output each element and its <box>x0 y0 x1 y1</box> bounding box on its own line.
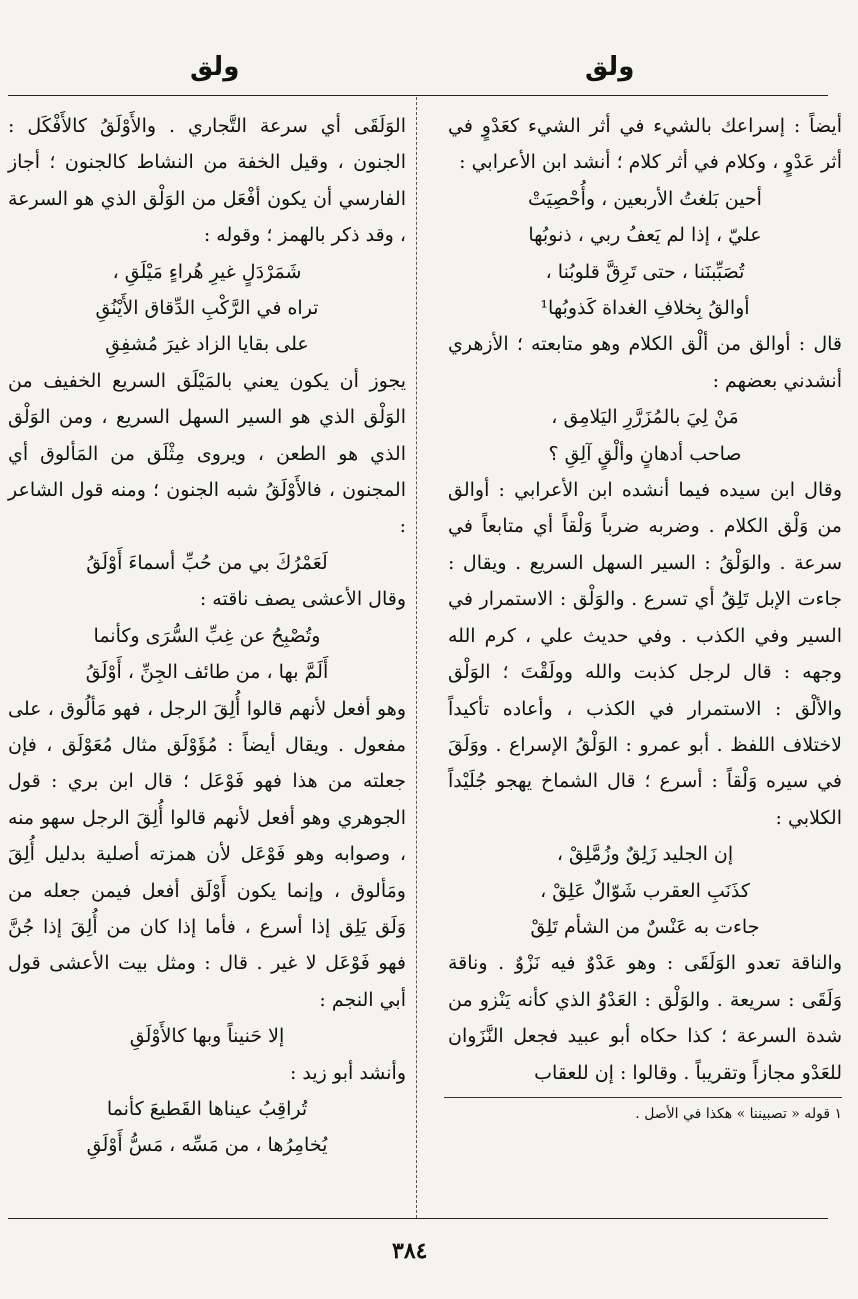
header-keyword-right: ولق <box>585 52 635 82</box>
verse-line: إن الجليد زَلِقٌ وزُمَّلِقْ ، <box>556 843 734 866</box>
verse-line: لَعَمْرُكَ بي من حُبِّ أسماءَ أَوْلَقُ <box>86 551 328 574</box>
footnote-rule <box>444 1097 842 1098</box>
verse-line: جاءت به عَنْسٌ من الشأم تَلِقْ <box>530 915 760 938</box>
verse-block <box>8 1091 406 1164</box>
verse-line: على بقايا الزاد غيرَ مُشفِقِ <box>105 333 309 356</box>
header-keyword-left: ولق <box>190 52 240 82</box>
paragraph: أيضاً : إسراعك بالشيء في أثر الشيء كعَدْوٍ في أثر عَدْوٍ ، وكلام في أثر كلام ؛ أنشد ابن الأعرابي : <box>448 115 842 174</box>
verse-line: إلا حَنيناً وبها كالأَوْلَقِ <box>129 1025 285 1048</box>
footnote: ١ قوله « تصبيننا » هكذا في الأصل . <box>635 1105 842 1122</box>
verse-line: شَمَرْدَلٍ غيرِ هُراءٍ مَيْلَقِ ، <box>112 260 302 283</box>
verse-block <box>448 181 842 327</box>
paragraph: وهو أفعل لأنهم قالوا أُلِقَ الرجل ، فهو مَألُوق ، على مفعول . ويقال أيضاً : مُؤَوْلَق مثال مُعَوْلَق ، فإن جعلته من هذا فهو فَوْعَل ؛ قال ابن بري : قول الجوهري وهو أفعل لأنهم قالوا أُلِقَ الرجل سهو منه ، وصوابه وهو فَوْعَل لأن همزته أصلية بدليل أُلِقَ ومَألوق ، وإنما يكون أَوْلَق أفعل فيمن جعله من وَلَق يَلِق إذا أسرع ، فأما إذا كان من أُلِقَ إذا جُنَّ فهو فَوْعَل لا غير . قال : ومثل بيت الأعشى قول أبي النجم : <box>8 697 406 1011</box>
verse-line: وتُصْبِحُ عن غِبِّ السُّرَى وكأنما <box>93 624 321 647</box>
verse-line: أوالقُ بِخلافِ الغداة كَذوبُها¹ <box>540 297 750 320</box>
paragraph: والناقة تعدو الوَلَقَى : وهو عَدْوٌ فيه نَزْوٌ . وناقة وَلَقَى : سريعة . والوَلْق : العَدْوُ الذي كأنه يَنْزو من شدة السرعة ؛ كذا حكاه أبو عبيد فجعل النَّزَوان للعَدْو مجازاً وتقريباً . وقالوا : إن للعقاب <box>448 952 842 1084</box>
verse-line: عليّ ، إذا لم يَعفُ ربي ، ذنوبُها <box>528 224 762 247</box>
verse-line: مَنْ لِيَ بالمُزَرَّرِ اليَلامِق ، <box>551 406 739 429</box>
paragraph: وأنشد أبو زيد : <box>289 1061 406 1084</box>
bottom-rule <box>8 1218 828 1219</box>
column-divider <box>416 97 417 1218</box>
verse-block <box>8 254 406 363</box>
verse-line: أَلَمَّ بها ، من طائف الجِنِّ ، أَوْلَقُ <box>85 661 329 684</box>
verse-line: تُصَبِّبنَنا ، حتى تَرِقَّ قلوبُنا ، <box>545 260 745 283</box>
paragraph: وقال الأعشى يصف ناقته : <box>199 588 406 611</box>
verse-block <box>8 1018 406 1054</box>
verse-block <box>8 618 406 691</box>
verse-line: كذَنَبِ العقرب شَوّالٌ عَلِقْ ، <box>540 879 750 902</box>
verse-line: تُراقِبُ عيناها القَطيعَ كأنما <box>106 1097 308 1120</box>
right-column <box>448 108 842 1126</box>
verse-line: يُخامِرُها ، من مَسِّه ، مَسُّ أَوْلَقِ <box>86 1134 328 1157</box>
paragraph: قال : أوالق من ألْق الكلام وهو متابعته ؛ الأزهري أنشدني بعضهم : <box>448 333 842 392</box>
verse-line: تراه في الرَّكْبِ الدِّقاق الأَيْنُقِ <box>95 297 319 320</box>
left-column <box>8 108 406 1164</box>
verse-block <box>448 836 842 945</box>
verse-block <box>448 399 842 472</box>
verse-line: أحين بَلغتُ الأربعين ، وأُحْصِيَتْ <box>528 187 762 210</box>
verse-line: صاحب أدهانٍ وألْقٍ آلِقِ ؟ <box>548 442 742 465</box>
paragraph: الوَلَقَى أي سرعة التَّجاري . والأَوْلَقُ كالأَفْكَل : الجنون ، وقيل الخفة من النشاط كالجنون ؛ أجاز الفارسي أن يكون أفْعَل من الوَلْق الذي هو السرعة ، وقد ذكر بالهمز ؛ وقوله : <box>8 115 406 247</box>
top-rule <box>8 95 828 96</box>
verse-block <box>8 545 406 581</box>
page-number: ٣٨٤ <box>392 1238 428 1264</box>
paragraph: وقال ابن سيده فيما أنشده ابن الأعرابي : أوالق من وَلْق الكلام . وضربه ضرباً وَلْقاً أي متابعاً في سرعة . والوَلْقُ : السير السهل السريع . ويقال : جاءت الإبل تَلِقُ أي تسرع . والوَلْق : الاستمرار في السير وفي الكذب . وفي حديث علي ، كرم الله وجهه : قال لرجل كذبت والله وولَقْتَ ؛ الوَلْق والألْق : الاستمرار في الكذب ، وأعاده تأكيداً لاختلاف اللفظ . أبو عمرو : الوَلْقُ الإسراع . ووَلَقَ في سيره وَلْقاً : أسرع ؛ قال الشماخ يهجو جُلَيْداً الكلابي : <box>448 479 842 829</box>
paragraph: يجوز أن يكون يعني بالمَيْلَق السريع الخفيف من الوَلْق الذي هو السير السهل السريع ، ومن الوَلْق الذي هو الطعن ، ويروى مِثْلَق من المَألوق أي المجنون ، فالأَوْلَقُ شبه الجنون ؛ ومنه قول الشاعر : <box>8 369 406 538</box>
